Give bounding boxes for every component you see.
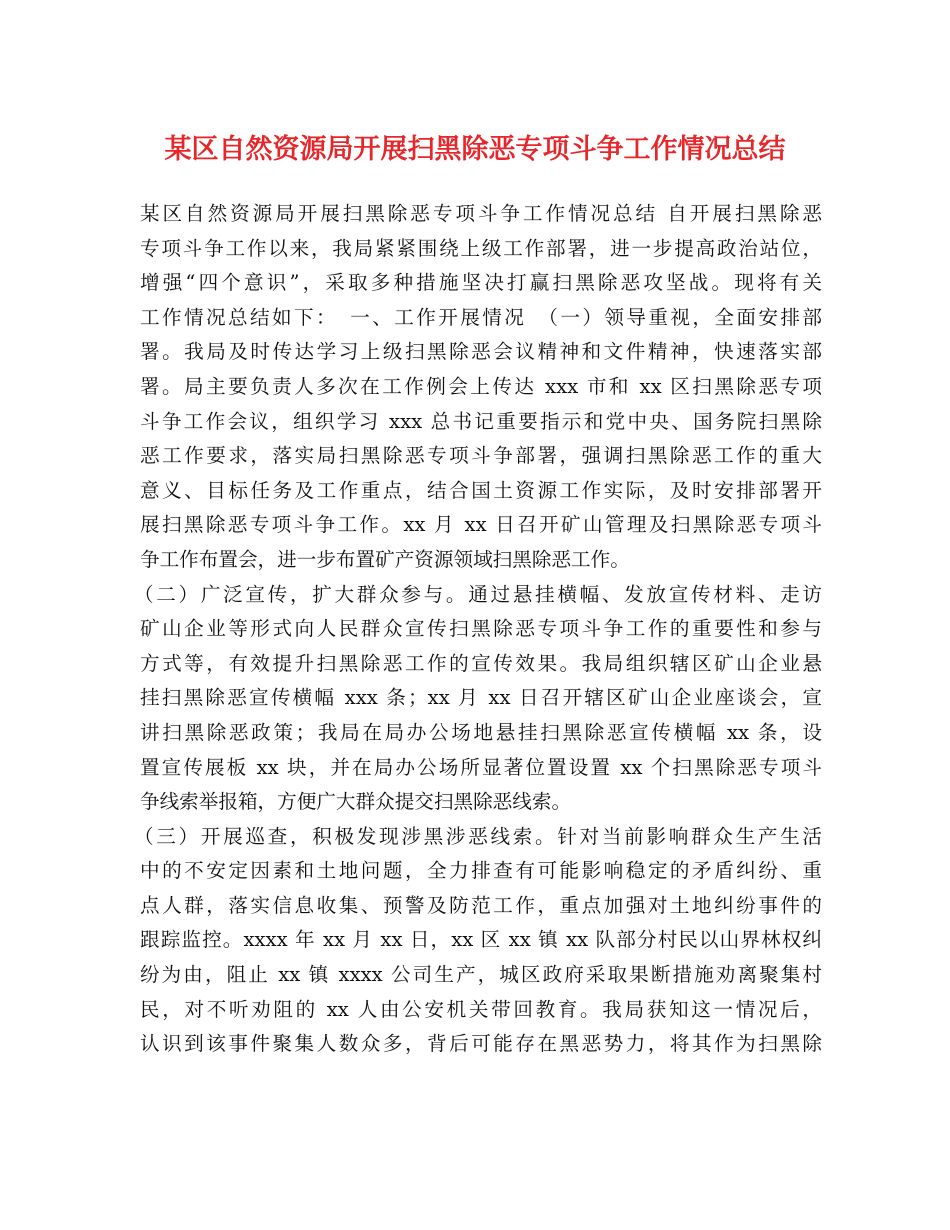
body-line: 增强“四个意识”，采取多种措施坚决打赢扫黑除恶攻坚战。现将有关	[140, 271, 822, 295]
body-line: 展扫黑除恶专项斗争工作。xx 月 xx 日召开矿山管理及扫黑除恶专项斗	[140, 513, 822, 537]
body-line: 跟踪监控。xxxx 年 xx 月 xx 日，xx 区 xx 镇 xx 队部分村民以山界林权纠	[140, 928, 822, 952]
body-line: 署。局主要负责人多次在工作例会上传达 xxx 市和 xx 区扫黑除恶专项	[140, 374, 822, 398]
body-line: （二）广泛宣传，扩大群众参与。通过悬挂横幅、发放宣传材料、走访	[134, 582, 822, 606]
body-line: 争线索举报箱，方便广大群众提交扫黑除恶线索。	[140, 790, 572, 814]
body-line: （三）开展巡查，积极发现涉黑涉恶线索。针对当前影响群众生产生活	[134, 824, 822, 848]
body-line: 置宣传展板 xx 块，并在局办公场所显著位置设置 xx 个扫黑除恶专项斗	[140, 755, 822, 779]
body-line: 矿山企业等形式向人民群众宣传扫黑除恶专项斗争工作的重要性和参与	[140, 617, 822, 641]
body-line: 点人群，落实信息收集、预警及防范工作，重点加强对土地纠纷事件的	[140, 893, 822, 917]
body-line: 争工作布置会，进一步布置矿产资源领域扫黑除恶工作。	[140, 547, 630, 571]
document-title: 某区自然资源局开展扫黑除恶专项斗争工作情况总结	[164, 134, 786, 165]
body-line: 某区自然资源局开展扫黑除恶专项斗争工作情况总结 自开展扫黑除恶	[140, 202, 822, 225]
body-line: 纷为由，阻止 xx 镇 xxxx 公司生产，城区政府采取果断措施劝离聚集村	[140, 963, 822, 987]
body-line: 民，对不听劝阻的 xx 人由公安机关带回教育。我局获知这一情况后，	[140, 997, 822, 1021]
body-line: 斗争工作会议，组织学习 xxx 总书记重要指示和党中央、国务院扫黑除	[140, 409, 822, 433]
body-line: 挂扫黑除恶宣传横幅 xxx 条；xx 月 xx 日召开辖区矿山企业座谈会，宣	[140, 686, 822, 710]
body-line: 讲扫黑除恶政策；我局在局办公场地悬挂扫黑除恶宣传横幅 xx 条，设	[140, 720, 822, 744]
document-body	[134, 197, 822, 1062]
body-line: 中的不安定因素和土地问题，全力排查有可能影响稳定的矛盾纠纷、重	[140, 859, 822, 883]
body-line: 意义、目标任务及工作重点，结合国土资源工作实际，及时安排部署开	[140, 478, 822, 502]
body-line: 署。我局及时传达学习上级扫黑除恶会议精神和文件精神，快速落实部	[140, 340, 822, 364]
body-line: 方式等，有效提升扫黑除恶工作的宣传效果。我局组织辖区矿山企业悬	[140, 651, 822, 675]
body-line: 专项斗争工作以来，我局紧紧围绕上级工作部署，进一步提高政治站位，	[140, 236, 822, 260]
body-line: 恶工作要求，落实局扫黑除恶专项斗争部署，强调扫黑除恶工作的重大	[140, 444, 822, 468]
body-line: 认识到该事件聚集人数众多，背后可能存在黑恶势力，将其作为扫黑除	[140, 1032, 822, 1056]
body-line: 工作情况总结如下： 一、工作开展情况 （一）领导重视，全面安排部	[140, 305, 822, 329]
